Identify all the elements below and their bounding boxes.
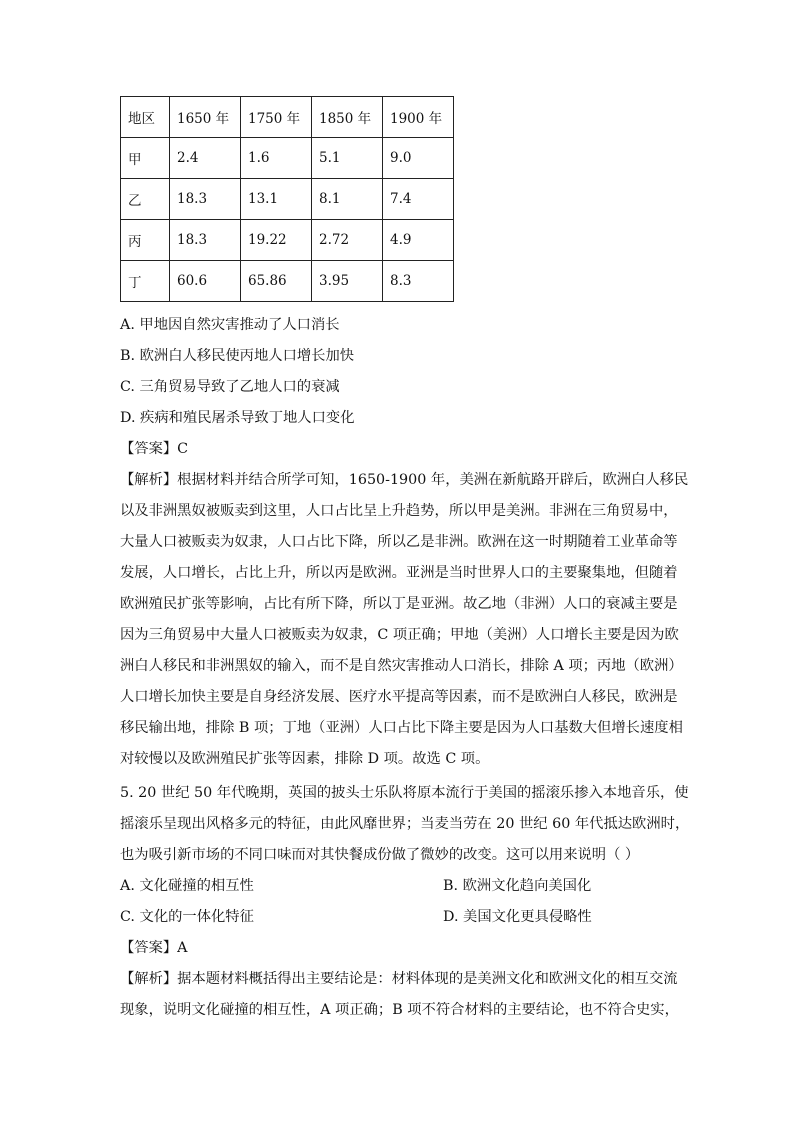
option-c: C. 三角贸易导致了乙地人口的衰减	[120, 379, 340, 395]
option-a: A. 文化碰撞的相互性	[120, 878, 254, 894]
option-b: B. 欧洲文化趋向美国化	[443, 878, 592, 894]
table-header-cell: 1850 年	[312, 97, 383, 138]
table-row	[121, 261, 454, 302]
analysis-line: 洲白人移民和非洲黑奴的输入，而不是自然灾害推动人口消长，排除 A 项；丙地（欧洲）	[120, 658, 683, 674]
answer-label: 【答案】A	[120, 940, 188, 956]
table-cell: 甲	[121, 138, 170, 179]
option-c: C. 文化的一体化特征	[120, 909, 254, 925]
analysis-line: 以及非洲黑奴被贩卖到这里，人口占比呈上升趋势，所以甲是美洲。非洲在三角贸易中，	[120, 503, 678, 519]
analysis-line: 因为三角贸易中大量人口被贩卖为奴隶，C 项正确；甲地（美洲）人口增长主要是因为欧	[120, 627, 679, 643]
population-table	[120, 96, 454, 302]
question-stem-line: 5. 20 世纪 50 年代晚期，英国的披头士乐队将原本流行于美国的摇滚乐掺入本地音乐，使	[120, 785, 689, 801]
question-stem-line: 也为吸引新市场的不同口味而对其快餐成份做了微妙的改变。这可以用来说明（ ）	[120, 847, 640, 863]
table-cell: 60.6	[170, 261, 241, 302]
table-cell: 65.86	[241, 261, 312, 302]
table-cell: 8.3	[383, 261, 454, 302]
table-header-cell: 1900 年	[383, 97, 454, 138]
table-row	[121, 179, 454, 220]
table-header-cell: 1750 年	[241, 97, 312, 138]
table-cell: 18.3	[170, 220, 241, 261]
table-cell: 1.6	[241, 138, 312, 179]
table-cell: 丙	[121, 220, 170, 261]
table-cell: 2.72	[312, 220, 383, 261]
table-row	[121, 220, 454, 261]
option-d: D. 疾病和殖民屠杀导致丁地人口变化	[120, 410, 355, 426]
table-cell: 乙	[121, 179, 170, 220]
table-cell: 8.1	[312, 179, 383, 220]
option-b: B. 欧洲白人移民使丙地人口增长加快	[120, 348, 355, 364]
analysis-line: 对较慢以及欧洲殖民扩张等因素，排除 D 项。故选 C 项。	[120, 751, 490, 767]
table-cell: 5.1	[312, 138, 383, 179]
table-cell: 7.4	[383, 179, 454, 220]
analysis-line: 人口增长加快主要是自身经济发展、医疗水平提高等因素，而不是欧洲白人移民，欧洲是	[120, 689, 678, 705]
table-header-cell: 1650 年	[170, 97, 241, 138]
table-header-row	[121, 97, 454, 138]
analysis-line: 欧洲殖民扩张等影响，占比有所下降，所以丁是亚洲。故乙地（非洲）人口的衰减主要是	[120, 596, 678, 612]
analysis-line: 大量人口被贩卖为奴隶，人口占比下降，所以乙是非洲。欧洲在这一时期随着工业革命等	[120, 534, 678, 550]
analysis-line: 【解析】据本题材料概括得出主要结论是：材料体现的是美洲文化和欧洲文化的相互交流	[120, 971, 678, 987]
analysis-line: 移民输出地，排除 B 项；丁地（亚洲）人口占比下降主要是因为人口基数大但增长速度相	[120, 720, 683, 736]
analysis-line: 现象，说明文化碰撞的相互性，A 项正确；B 项不符合材料的主要结论，也不符合史实，	[120, 1002, 679, 1018]
analysis-line: 【解析】根据材料并结合所学可知，1650-1900 年，美洲在新航路开辟后，欧洲白人移民	[120, 472, 689, 488]
option-a: A. 甲地因自然灾害推动了人口消长	[120, 317, 340, 333]
table-header-cell: 地区	[121, 97, 170, 138]
table-cell: 19.22	[241, 220, 312, 261]
option-d: D. 美国文化更具侵略性	[443, 909, 592, 925]
table-cell: 丁	[121, 261, 170, 302]
table-cell: 9.0	[383, 138, 454, 179]
answer-label: 【答案】C	[120, 441, 189, 457]
analysis-line: 发展，人口增长，占比上升，所以丙是欧洲。亚洲是当时世界人口的主要聚集地，但随着	[120, 565, 678, 581]
table-cell: 4.9	[383, 220, 454, 261]
table-cell: 13.1	[241, 179, 312, 220]
table-cell: 2.4	[170, 138, 241, 179]
question-stem-line: 摇滚乐呈现出风格多元的特征，由此风靡世界；当麦当劳在 20 世纪 60 年代抵达欧洲时，	[120, 816, 690, 832]
table-cell: 3.95	[312, 261, 383, 302]
table-cell: 18.3	[170, 179, 241, 220]
table-row	[121, 138, 454, 179]
